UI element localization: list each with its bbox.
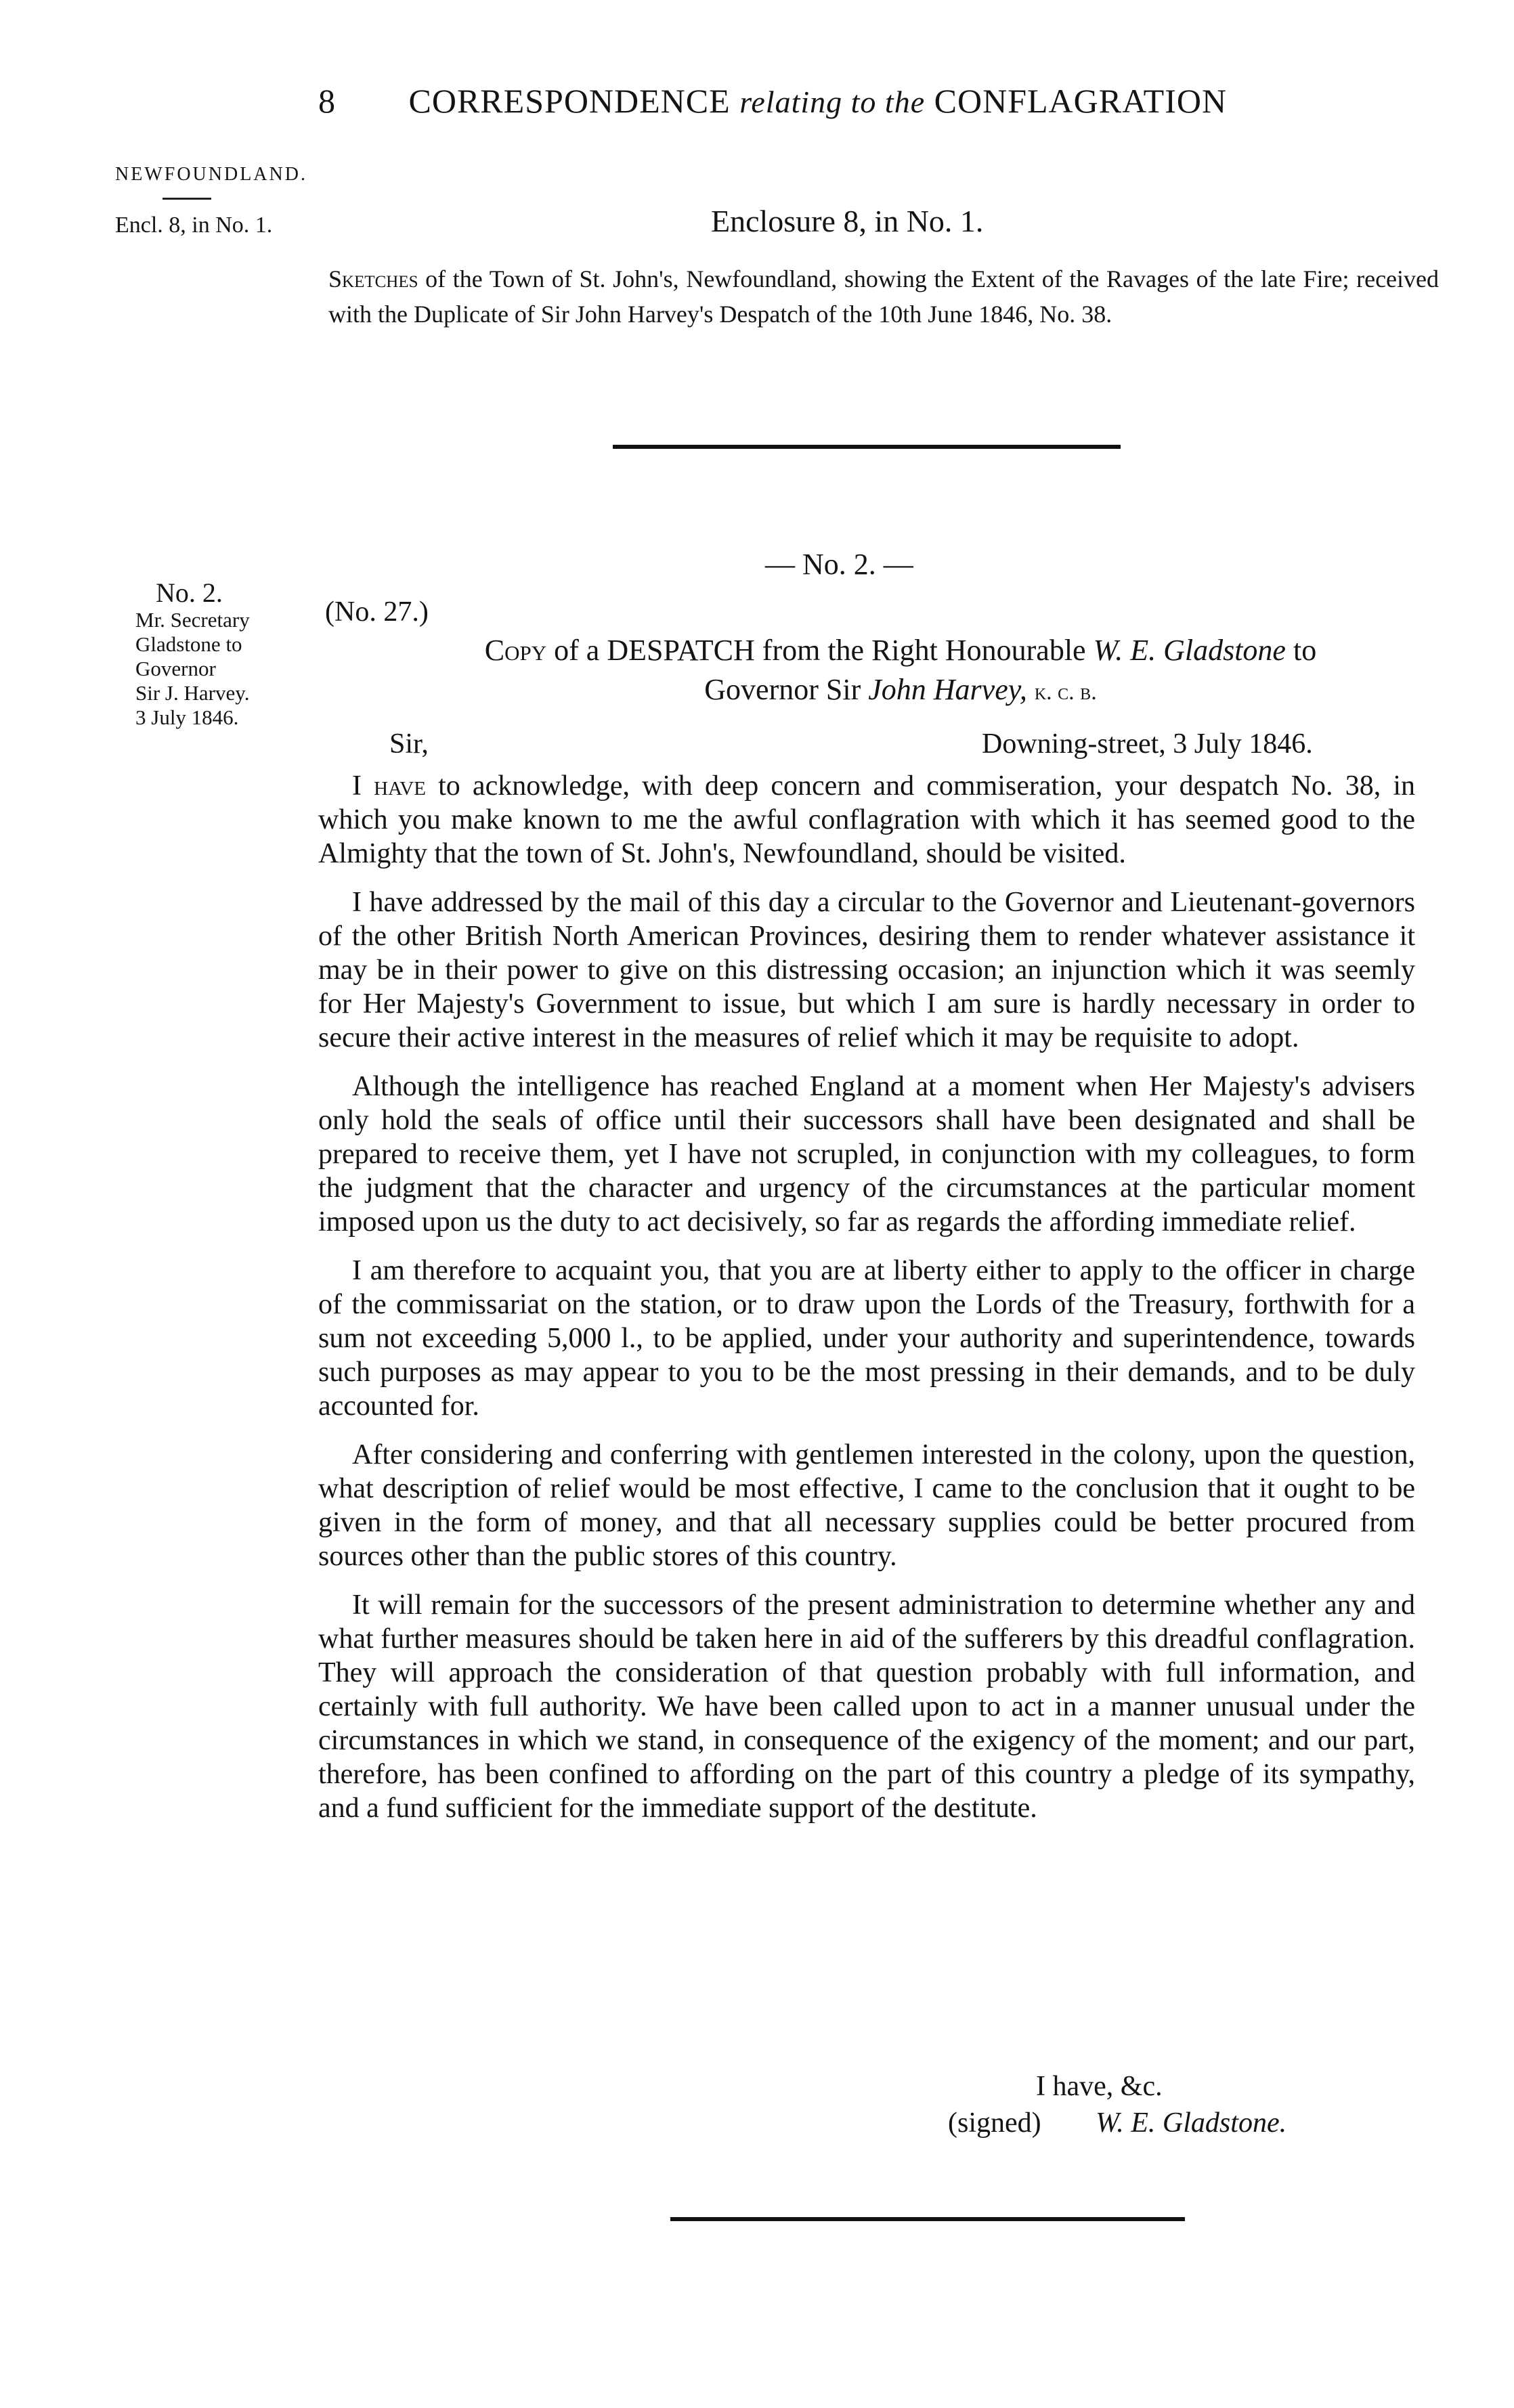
dateline: Downing-street, 3 July 1846. <box>982 728 1313 760</box>
paragraph: I have addressed by the mail of this day a circular to the Governor and Lieutenant-governors of the other British North American Provinces, desiring them to render whatever assistance it may be in their power to give on this distressing occasion; an injunction which it was seemly for Her Majesty's Government to issue, but which I am sure is hardly necessary in order to secure their active interest in the measures of relief which it may be requisite to adopt. <box>318 887 1415 1053</box>
signature: W. E. Gladstone. <box>1096 2107 1287 2139</box>
title-line2-pre: Governor Sir <box>704 673 861 706</box>
section-heading: — No. 2. — <box>765 548 913 581</box>
despatch-title <box>352 631 1449 712</box>
margin-no2-heading: No. 2. <box>156 577 223 608</box>
enclosure-text: of the Town of St. John's, Newfoundland, showing the Extent of the Ravages of the late Fire; received with the Duplicate of Sir John Harvey's Despatch of the 10th June 1846, No. 38. <box>328 265 1440 328</box>
despatch-reference: (No. 27.) <box>325 596 429 628</box>
margin-no2-line: Gladstone to <box>135 632 242 656</box>
section-divider-top <box>613 445 1121 449</box>
paragraph: It will remain for the successors of the present administration to determine whether any and what further measures should be taken here in aid of the sufferers by this dreadful conflagration. They will approach the consideration of that question probably with full information, and certainly with full authority. We have been called upon to act in a manner unusual under the circumstances in which we stand, in consequence of the exigency of the moment; and our part, therefore, has been confined to affording on the part of this country a pledge of its sympathy, and a fund sufficient for the immediate support of the destitute. <box>318 1590 1415 1824</box>
margin-no2-line: 3 July 1846. <box>135 705 239 729</box>
signed-label: (signed) <box>948 2107 1041 2139</box>
running-header <box>318 81 1415 121</box>
enclosure-title: Enclosure 8, in No. 1. <box>711 204 984 238</box>
title-line2-name: John Harvey, <box>868 673 1027 706</box>
signature-block <box>948 2107 1286 2139</box>
header-title-part1: CORRESPONDENCE <box>408 82 731 120</box>
title-line2-post: k. c. b. <box>1034 680 1097 705</box>
title-mid: of a DESPATCH from the Right Honourable <box>554 634 1086 667</box>
section-divider-bottom <box>670 2217 1185 2221</box>
paragraph <box>318 769 1415 871</box>
margin-no2-line: Governor <box>135 657 216 680</box>
paragraph: After considering and conferring with gentlemen interested in the colony, upon the question, what description of relief would be most effective, I came to the conclusion that it ought to be given in the form of money, and that all necessary supplies could be better procured from sources other than the public stores of this country. <box>318 1439 1415 1572</box>
margin-colony: NEWFOUNDLAND. <box>115 164 307 185</box>
paragraph: Although the intelligence has reached England at a moment when Her Majesty's advisers only hold the seals of office until their successors shall have been designated and shall be prepared to receive them, yet I have not scrupled, in conjunction with my colleagues, to form the judgment that the character and urgency of the circumstances at the particular moment imposed upon us the duty to act decisively, so far as regards the affording immediate relief. <box>318 1071 1415 1238</box>
enclosure-description <box>328 261 1439 332</box>
margin-divider <box>163 198 211 200</box>
margin-no2-line: Mr. Secretary <box>135 608 250 632</box>
paragraph: I am therefore to acquaint you, that you are at liberty either to apply to the officer in charge of the commissariat on the station, or to draw upon the Lords of the Treasury, forthwith for a sum not exceeding 5,000 l., to be applied, under your authority and superintendence, towards such purposes as may appear to you to be the most pressing in their demands, and to be duly accounted for. <box>318 1255 1415 1422</box>
letter-body <box>318 769 1415 1840</box>
closing: I have, &c. <box>1036 2071 1163 2102</box>
paragraph-lead: I have <box>352 770 426 802</box>
page-number: 8 <box>318 82 336 120</box>
title-to: to <box>1293 634 1317 667</box>
enclosure-lead: Sketches <box>328 265 418 292</box>
title-lead: Copy <box>484 634 547 667</box>
title-name: W. E. Gladstone <box>1093 634 1286 667</box>
header-title-part2: CONFLAGRATION <box>934 82 1228 120</box>
header-title-italic: relating to the <box>739 85 926 119</box>
margin-enclosure-ref: Encl. 8, in No. 1. <box>115 213 273 238</box>
margin-no2-note <box>135 577 284 730</box>
salutation: Sir, <box>389 728 429 760</box>
margin-no2-line: Sir J. Harvey. <box>135 681 250 705</box>
paragraph-text: to acknowledge, with deep concern and commiseration, your despatch No. 38, in which you make known to me the awful conflagration with which it has seemed good to the Almighty that the town of St. John's, Newfoundland, should be visited. <box>318 770 1416 869</box>
